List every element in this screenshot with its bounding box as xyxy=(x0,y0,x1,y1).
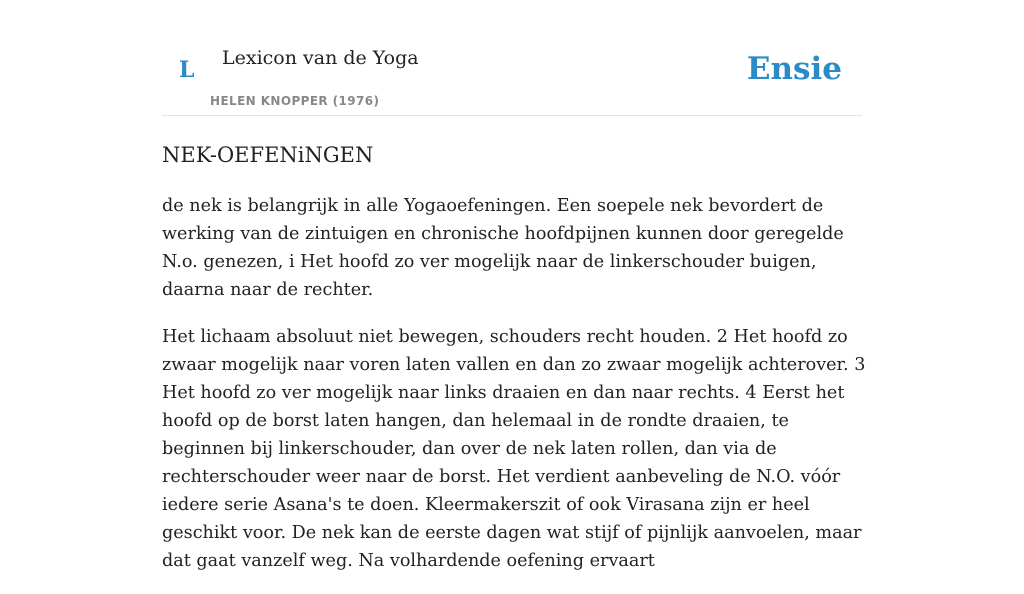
entry-title: NEK-OEFENiNGEN xyxy=(162,143,374,167)
source-author: HELEN KNOPPER (1976) xyxy=(210,94,380,108)
article-page xyxy=(162,0,866,571)
entry-paragraph-1: de nek is belangrijk in alle Yogaoefeningen. Een soepele nek bevordert de werking van de zintuigen en chronische hoofdpijnen kunnen door geregelde N.o. genezen, i Het hoofd zo ver mogelijk naar de linkerschouder buigen, daarna naar de rechter. xyxy=(162,196,844,300)
source-logo-letter[interactable]: L xyxy=(179,57,195,83)
source-header xyxy=(162,0,862,116)
ensie-logo-link[interactable]: Ensie xyxy=(746,51,842,87)
source-title-link[interactable]: Lexicon van de Yoga xyxy=(222,47,419,69)
entry-body xyxy=(162,192,872,594)
entry-paragraph-2: Het lichaam absoluut niet bewegen, schouders recht houden. 2 Het hoofd zo zwaar mogelijk naar voren laten vallen en dan zo zwaar mogelijk achterover. 3 Het hoofd zo ver mogelijk naar links draaien en dan naar rechts. 4 Eerst het hoofd op de borst laten hangen, dan helemaal in de rondte draaien, te beginnen bij linkerschouder, dan over de nek laten rollen, dan via de rechterschouder weer naar de borst. Het verdient aanbeveling de N.O. vóór iedere serie Asana's te doen. Kleermakerszit of ook Virasana zijn er heel geschikt voor. De nek kan de eerste dagen wat stijf of pijnlijk aanvoelen, maar dat gaat vanzelf weg. Na volhardende oefening ervaart xyxy=(162,327,866,571)
